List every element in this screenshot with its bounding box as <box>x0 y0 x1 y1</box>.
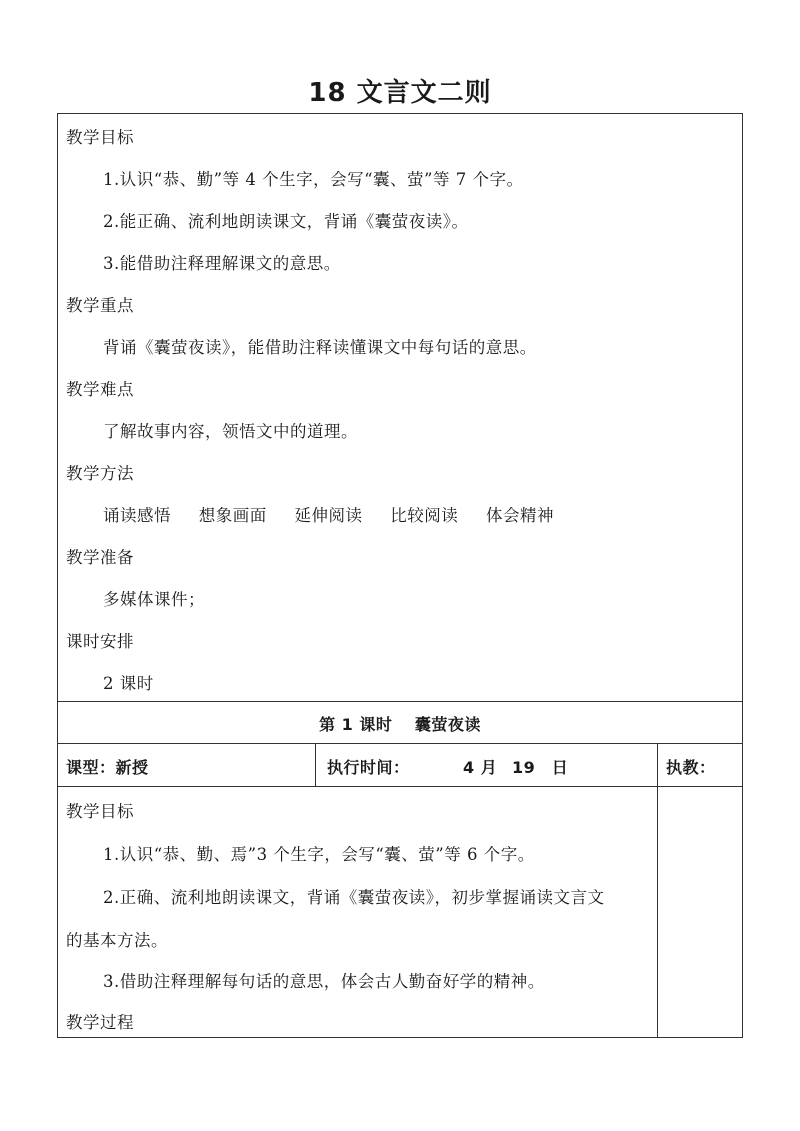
schedule-text: 2 课时 <box>103 674 154 693</box>
column-divider <box>315 743 316 786</box>
method-item: 想象画面 <box>198 506 267 525</box>
method-list <box>103 502 576 526</box>
execution-day: 19 日 <box>512 758 569 777</box>
teacher-label: 执教： <box>666 758 716 777</box>
goal-item: 3.能借助注释理解课文的意思。 <box>103 254 341 273</box>
lesson-goal-item: 3.借助注释理解每句话的意思，体会古人勤奋好学的精神。 <box>103 972 545 991</box>
schedule-heading: 课时安排 <box>66 632 134 651</box>
method-item: 体会精神 <box>486 506 554 525</box>
method-item: 比较阅读 <box>390 506 459 525</box>
lesson-title: 第 1 课时 囊萤夜读 <box>319 715 481 734</box>
lesson-type: 课型：新授 <box>66 758 149 777</box>
row-divider <box>57 743 743 744</box>
lesson-goal-item: 2.正确、流利地朗读课文，背诵《囊萤夜读》，初步掌握诵读文言文 <box>103 888 605 907</box>
key-points-heading: 教学重点 <box>66 296 134 315</box>
column-divider <box>657 743 658 1038</box>
goal-item: 2.能正确、流利地朗读课文，背诵《囊萤夜读》。 <box>103 212 469 231</box>
lesson-process-heading: 教学过程 <box>66 1013 134 1032</box>
lesson-goals-heading: 教学目标 <box>66 802 134 821</box>
lesson-goal-item-continued: 的基本方法。 <box>66 931 168 950</box>
method-item: 诵读感悟 <box>103 506 171 525</box>
prep-heading: 教学准备 <box>66 548 134 567</box>
difficulty-text: 了解故事内容，领悟文中的道理。 <box>103 422 358 441</box>
execution-month: 4 月 <box>463 758 498 777</box>
row-divider <box>57 701 743 702</box>
execution-time-label: 执行时间： <box>327 758 410 777</box>
prep-text: 多媒体课件； <box>103 590 205 609</box>
lesson-goal-item: 1.认识“恭、勤、焉”3 个生字，会写“囊、萤”等 6 个字。 <box>103 845 535 864</box>
goal-item: 1.认识“恭、勤”等 4 个生字，会写“囊、萤”等 7 个字。 <box>103 170 524 189</box>
goals-heading: 教学目标 <box>66 128 134 147</box>
key-points-text: 背诵《囊萤夜读》，能借助注释读懂课文中每句话的意思。 <box>103 338 537 357</box>
method-heading: 教学方法 <box>66 464 134 483</box>
method-item: 延伸阅读 <box>294 506 363 525</box>
row-divider <box>57 786 743 787</box>
document-title: 18 文言文二则 <box>308 78 492 108</box>
difficulty-heading: 教学难点 <box>66 380 134 399</box>
